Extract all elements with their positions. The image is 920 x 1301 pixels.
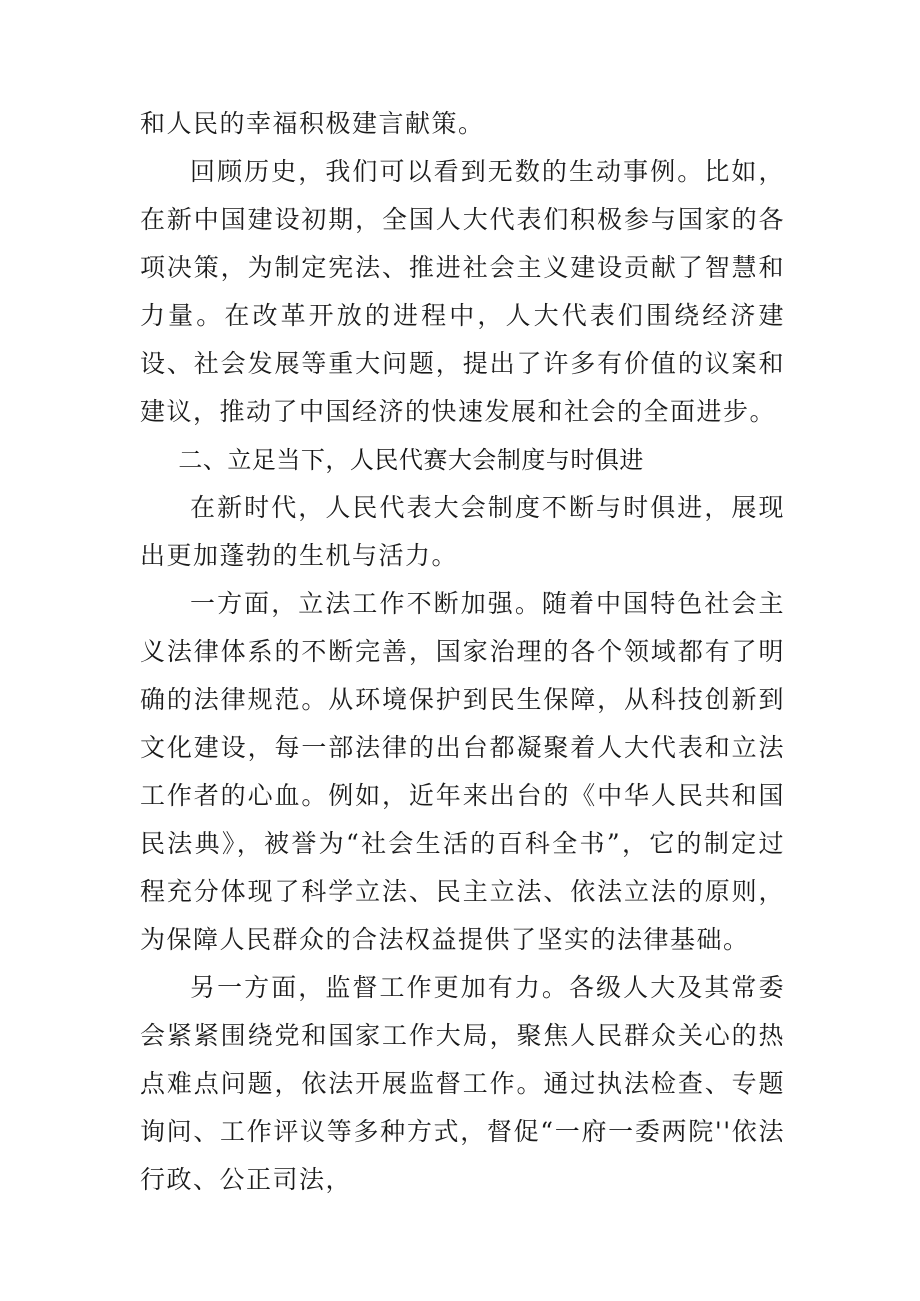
paragraph-legislation: 一方面，立法工作不断加强。随着中国特色社会主义法律体系的不断完善，国家治理的各个领域都有了明确的法律规范。从环境保护到民生保障，从科技创新到文化建设，每一部法律的出台都凝聚着人大代表和立法工作者的心血。例如，近年来出台的《中华人民共和国民法典》，被誉为“社会生活的百科全书”，它的制定过程充分体现了科学立法、民主立法、依法立法的原则，为保障人民群众的合法权益提供了坚实的法律基础。 <box>140 589 785 954</box>
paragraph-continuation: 和人民的幸福积极建言献策。 <box>140 109 485 138</box>
paragraph-new-era: 在新时代，人民代表大会制度不断与时俱进，展现出更加蓬勃的生机与活力。 <box>140 493 785 570</box>
paragraph-supervision: 另一方面，监督工作更加有力。各级人大及其常委会紧紧围绕党和国家工作大局，聚焦人民群众关心的热点难点问题，依法开展监督工作。通过执法检查、专题询问、工作评议等多种方式，督促“一府一委两院''依法行政、公正司法， <box>140 973 785 1194</box>
section-heading: 二、立足当下，人民代赛大会制度与时俱进 <box>178 446 644 474</box>
document-body <box>140 100 785 1204</box>
paragraph-history: 回顾历史，我们可以看到无数的生动事例。比如，在新中国建设初期，全国人大代表们积极参与国家的各项决策，为制定宪法、推进社会主义建设贡献了智慧和力量。在改革开放的进程中，人大代表们围绕经济建设、社会发展等重大问题，提出了许多有价值的议案和建议，推动了中国经济的快速发展和社会的全面进步。 <box>140 157 785 426</box>
